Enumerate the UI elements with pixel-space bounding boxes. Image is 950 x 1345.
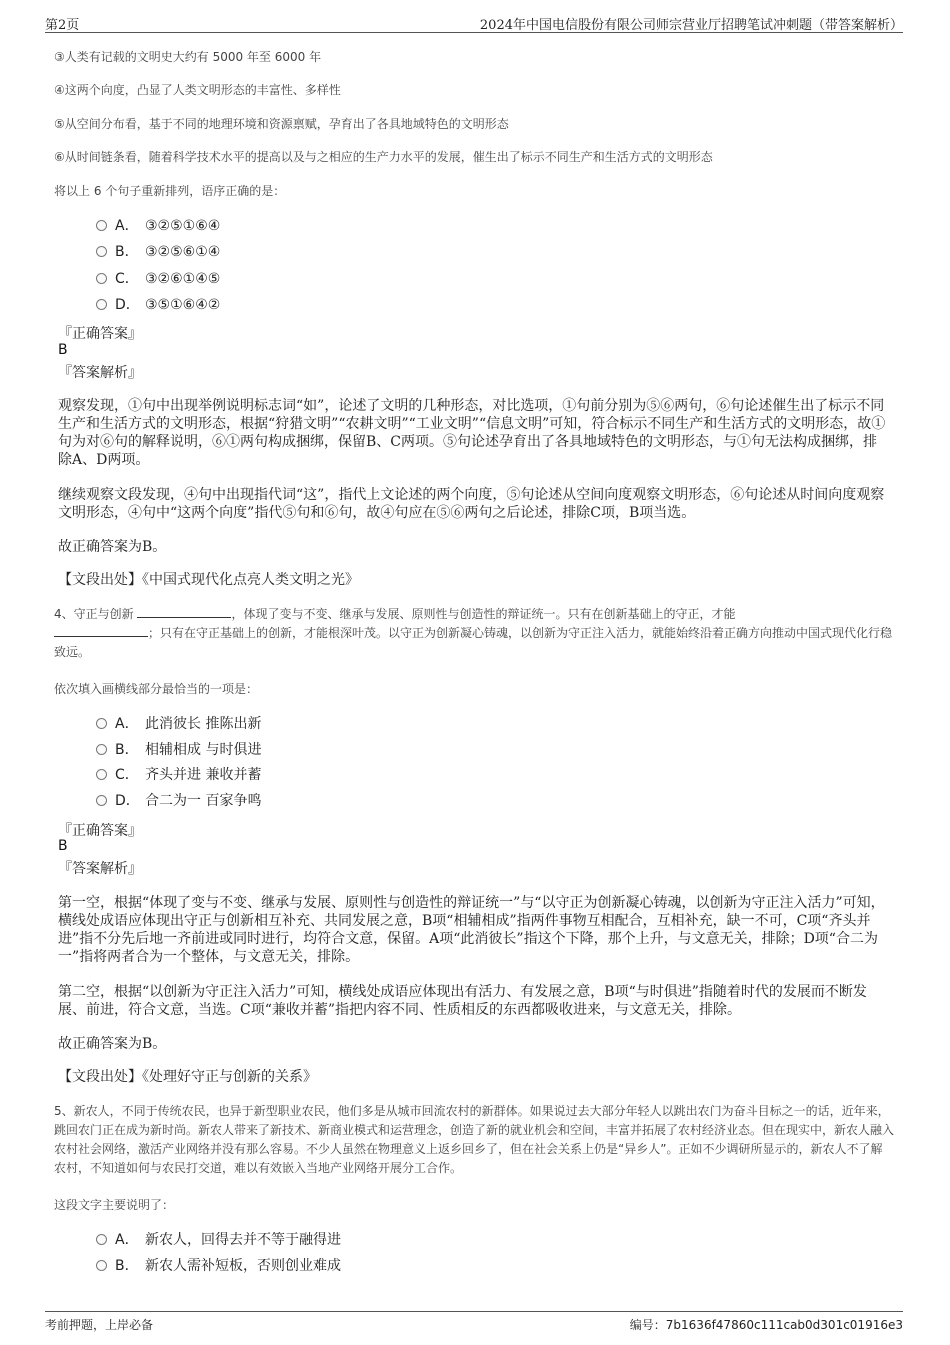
q3-answer-label: 『正确答案』	[58, 326, 142, 342]
page-footer	[45, 1311, 903, 1334]
q4-prompt: 依次填入画横线部分最恰当的一项是：	[54, 682, 259, 696]
q3-option-a[interactable]: A． ③②⑤①⑥④	[96, 216, 220, 236]
radio-icon[interactable]	[96, 795, 107, 806]
q3-sentence-5: ⑤从空间分布看，基于不同的地理环境和资源禀赋，孕育出了各具地域特色的文明形态	[54, 117, 509, 131]
q3-option-c[interactable]: C． ③②⑥①④⑤	[96, 269, 220, 289]
radio-icon[interactable]	[96, 744, 107, 755]
radio-icon[interactable]	[96, 299, 107, 310]
footer-slogan: 考前押题，上岸必备	[45, 1318, 154, 1332]
q3-analysis-1: 观察发现，①句中出现举例说明标志词“如”，论述了文明的几种形态，对比选项，①句前分别为⑤⑥两句，⑥句论述催生出了标示不同生产和生活方式的文明形态，根据“狩猎文明”“农耕文明”“工业文明”“信息文明”可知，符合标示不同生产和生活方式的文明形态，故①句为对⑥句的解释说明，⑥①两句构成捆绑，保留B、C两项。⑤句论述孕育出了各具地域特色的文明形态，与①句无法构成捆绑，排除A、D两项。	[58, 398, 886, 468]
q4-stem: 4、守正与创新 ，体现了变与不变、继承与发展、原则性与创造性的辩证统一。只有在创新基础上的守正，才能 ；只有在守正基础上的创新，才能根深叶茂。以守正为创新凝心铸魂，以创新为守正注入活力，就能始终沿着正确方向推动中国式现代化行稳致远。	[54, 607, 893, 659]
q4-analysis-label: 『答案解析』	[58, 861, 142, 877]
q3-sentence-4: ④这两个向度，凸显了人类文明形态的丰富性、多样性	[54, 83, 341, 97]
q4-analysis-2: 第二空，根据“以创新为守正注入活力”可知，横线处成语应体现出有活力、有发展之意，B项“与时俱进”指随着时代的发展而不断发展、前进，符合文意，当选。C项“兼收并蓄”指把内容不同、性质相反的东西都吸收进来，与文意无关，排除。	[58, 984, 867, 1018]
q3-answer: B	[58, 342, 68, 358]
q4-blank-1	[137, 606, 231, 618]
q4-source: 【文段出处】《处理好守正与创新的关系》	[58, 1069, 317, 1085]
q5-stem: 5、新农人，不同于传统农民，也异于新型职业农民，他们多是从城市回流农村的新群体。如果说过去大部分年轻人以跳出农门为奋斗目标之一的话，近年来，跳回农门正在成为新时尚。新农人带来了新技术、新商业模式和运营理念，创造了新的就业机会和空间，丰富并拓展了农村经济业态。但在现实中，新农人融入农村社会网络，激活产业网络并没有那么容易。不少人虽然在物理意义上返乡回乡了，但在社会关系上仍是“异乡人”。正如不少调研所显示的，新农人不了解农村，不知道如何与农民打交道，难以有效嵌入当地产业网络开展分工合作。	[54, 1104, 895, 1175]
q5-option-a[interactable]: A． 新农人，回得去并不等于融得进	[96, 1230, 341, 1250]
q3-analysis-2: 继续观察文段发现，④句中出现指代词“这”，指代上文论述的两个向度，⑤句论述从空间向度观察文明形态，⑥句论述从时间向度观察文明形态，④句中“这两个向度”指代⑤句和⑥句，故④句应在⑤⑥两句之后论述，排除C项，B项当选。	[58, 487, 885, 521]
q5-option-b[interactable]: B． 新农人需补短板，否则创业难成	[96, 1256, 341, 1276]
page-number: 第2页	[45, 18, 80, 33]
q4-option-d[interactable]: D． 合二为一 百家争鸣	[96, 791, 261, 811]
q3-analysis-label: 『答案解析』	[58, 365, 142, 381]
q4-analysis-3: 故正确答案为B。	[58, 1036, 167, 1052]
q3-sentence-3: ③人类有记载的文明史大约有 5000 年至 6000 年	[54, 50, 322, 64]
q4-blank-2	[54, 625, 148, 637]
q3-option-d[interactable]: D． ③⑤①⑥④②	[96, 295, 220, 315]
radio-icon[interactable]	[96, 769, 107, 780]
q3-analysis-3: 故正确答案为B。	[58, 539, 167, 555]
q4-option-a[interactable]: A． 此消彼长 推陈出新	[96, 714, 261, 734]
document-id: 编号：7b1636f47860c111cab0d301c01916e3	[629, 1318, 903, 1332]
radio-icon[interactable]	[96, 246, 107, 257]
page-header	[45, 12, 903, 33]
radio-icon[interactable]	[96, 718, 107, 729]
q4-answer: B	[58, 838, 68, 854]
radio-icon[interactable]	[96, 273, 107, 284]
q5-prompt: 这段文字主要说明了：	[54, 1198, 175, 1212]
radio-icon[interactable]	[96, 1260, 107, 1271]
q3-sentence-6: ⑥从时间链条看，随着科学技术水平的提高以及与之相应的生产力水平的发展，催生出了标示不同生产和生活方式的文明形态	[54, 150, 713, 164]
radio-icon[interactable]	[96, 220, 107, 231]
document-title: 2024年中国电信股份有限公司师宗营业厅招聘笔试冲刺题（带答案解析）	[479, 18, 903, 33]
q3-option-b[interactable]: B． ③②⑤⑥①④	[96, 242, 220, 262]
q4-answer-label: 『正确答案』	[58, 823, 142, 839]
q3-prompt: 将以上 6 个句子重新排列，语序正确的是：	[54, 184, 286, 198]
q4-option-c[interactable]: C． 齐头并进 兼收并蓄	[96, 765, 261, 785]
radio-icon[interactable]	[96, 1234, 107, 1245]
q4-option-b[interactable]: B． 相辅相成 与时俱进	[96, 740, 261, 760]
q4-analysis-1: 第一空，根据“体现了变与不变、继承与发展、原则性与创造性的辩证统一”与“以守正为创新凝心铸魂，以创新为守正注入活力”可知，横线处成语应体现出守正与创新相互补充、共同发展之意，B项“相辅相成”指两件事物互相配合，互相补充，缺一不可，C项“齐头并进”指不分先后地一齐前进或同时进行，均符合文意，保留。A项“此消彼长”指这个下降，那个上升，与文意无关，排除；D项“合二为一”指将两者合为一个整体，与文意无关，排除。	[58, 895, 885, 965]
q3-source: 【文段出处】《中国式现代化点亮人类文明之光》	[58, 572, 359, 588]
